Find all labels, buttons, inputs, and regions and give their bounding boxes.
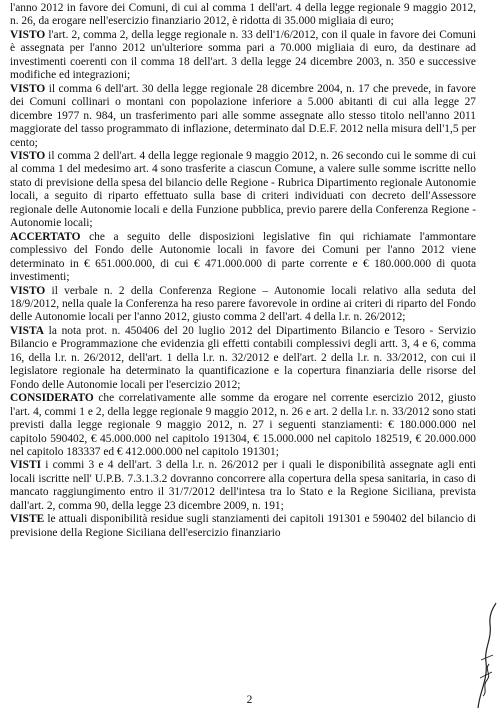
paragraph-keyword: VISTA xyxy=(10,324,44,337)
page-number: 2 xyxy=(246,694,253,706)
paragraph-text: che correlativamente alle somme da erogare nel corrente esercizio 2012, giusto l'art. 4, commi 1 e 2, della legge regionale 9 maggio 2012, n. 26 e art. 2 della l.r. n. 33/2012 sono stati previsti dalla legge regionale 9 maggio 2012, n. 27 i seguenti stanziamenti: € 180.000.000 nel capitolo 590402, € 45.000.000 nel capitolo 191304, € 15.000.000 nel capitolo 182519, € 20.000.000 nel capitolo 183337 ed € 412.000.000 nel capitolo 191301; xyxy=(10,392,476,458)
paragraph-keyword: ACCERTATO xyxy=(10,230,81,243)
paragraph xyxy=(10,513,476,540)
paragraph xyxy=(10,83,476,150)
paragraph-text: le attuali disponibilità residue sugli stanziamenti dei capitoli 191301 e 590402 del bilancio di previsione della Regione Siciliana dell'esercizio finanziario xyxy=(10,513,476,539)
paragraph xyxy=(10,392,476,459)
paragraph-text: la nota prot. n. 450406 del 20 luglio 2012 del Dipartimento Bilancio e Tesoro - Servizio Bilancio e Programmazione che evidenzia gli effetti contabili complessivi degli artt. 3, 4 e 6, comma 16, della l.r. n. 26/2012, dell'art. 1 della l.r. n. 32/2012 e dell'art. 2 della l.r. n. 33/2012, con cui il legislatore regionale ha determinato la quantificazione e la copertura finanziaria delle risorse del Fondo delle Autonomie locali per l'esercizio 2012; xyxy=(10,324,476,391)
paragraph-keyword: CONSIDERATO xyxy=(10,392,94,405)
paragraph xyxy=(10,325,476,392)
paragraph-text: il comma 2 dell'art. 4 della legge regionale 9 maggio 2012, n. 26 secondo cui le somme di cui al comma 1 del medesimo art. 4 sono trasferite a ciascun Comune, a valere sulle somme iscritte nello stato di previsione della spesa del bilancio delle Regione - Rubrica Dipartimento regionale Autonomie locali, a seguito di riparto effettuato sulla base di criteri individuati con decreto dell'Assessore regionale delle Autonomie locali e della Funzione pubblica, previo parere della Conferenza Regione - Autonomie locali; xyxy=(10,149,476,230)
paragraph-keyword: VISTE xyxy=(10,513,45,526)
paragraph-text: i commi 3 e 4 dell'art. 3 della l.r. n. 26/2012 per i quali le disponibilità assegnate agli enti locali iscritte nell' U.P.B. 7.3.1.3.2 dovranno concorrere alla copertura della spesa sanitaria, in caso di mancato raggiungimento entro il 31/7/2012 dell'intesa tra lo Stato e la Regione Siciliana, prevista dall'art. 2, comma 90, della legge 23 dicembre 2009, n. 191; xyxy=(10,459,476,512)
paragraph xyxy=(10,231,476,285)
paragraph xyxy=(10,285,476,325)
document-body xyxy=(10,2,476,540)
paragraph-keyword: VISTO xyxy=(10,82,46,95)
paragraph-keyword: VISTO xyxy=(10,28,46,41)
paragraph-keyword: VISTO xyxy=(10,284,46,297)
paragraph xyxy=(10,29,476,83)
paragraph xyxy=(10,150,476,231)
paragraph-keyword: VISTI xyxy=(10,459,42,472)
paragraph xyxy=(10,459,476,513)
paragraph-text: il comma 6 dell'art. 30 della legge regionale 28 dicembre 2004, n. 17 che prevede, in favore dei Comuni collinari o montani con popolazione inferiore a 5.000 abitanti di cui alla legge 27 dicembre 1977 n. 984, un trasferimento pari alle somme assegnate allo stesso titolo nell'anno 2011 maggiorate del tasso programmato di inflazione, determinato dal D.E.F. 2012 nella misura dell'1,5 per cento; xyxy=(10,82,476,149)
paragraph-text: il verbale n. 2 della Conferenza Regione – Autonomie locali relativo alla seduta del 18/9/2012, nella quale la Conferenza ha reso parere favorevole in ordine ai criteri di riparto del Fondo delle Autonomie locali per l'anno 2012, giusto comma 2 dell'art. 4 della l.r. n. 26/2012; xyxy=(10,284,476,324)
paragraph-text: l'art. 2, comma 2, della legge regionale n. 33 dell'1/6/2012, con il quale in favore dei Comuni è assegnata per l'anno 2012 un'ulteriore somma pari a 70.000 migliaia di euro, da destinare ad investimenti coerenti con il comma 18 dell'art. 3 della legge 24 dicembre 2003, n. 350 e successive modifiche ed integrazioni; xyxy=(10,28,476,82)
paragraph-keyword: VISTO xyxy=(10,149,46,162)
paragraph xyxy=(10,2,476,29)
paragraph-text: che a seguito delle disposizioni legislative fin qui richiamate l'ammontare complessivo del Fondo delle Autonomie locali in favore dei Comuni per l'anno 2012 viene determinato in € 651.000.000, di cui € 471.000.000 di parte corrente e € 180.000.000 di quota investimenti; xyxy=(10,230,476,284)
paragraph-text: l'anno 2012 in favore dei Comuni, di cui al comma 1 dell'art. 4 della legge regionale 9 maggio 2012, n. 26, da erogare nell'esercizio finanziario 2012, è ridotta di 35.000 migliaia di euro; xyxy=(10,2,476,28)
